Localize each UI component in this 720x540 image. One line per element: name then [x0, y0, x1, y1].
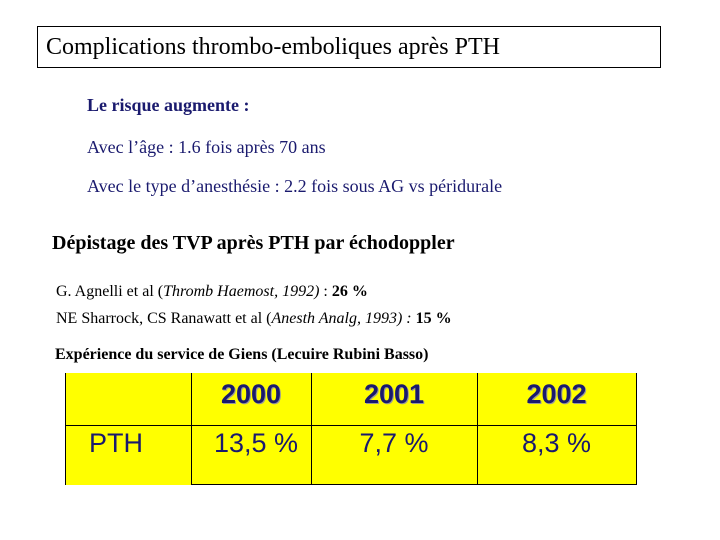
- table-cell-2002: 8,3 %: [521, 428, 592, 458]
- risk-line-age: Avec l’âge : 1.6 fois après 70 ans: [87, 137, 326, 157]
- table-header-2002: 2002: [526, 379, 587, 409]
- reference-separator: :: [319, 283, 332, 300]
- table-cell-2000: 13,5 %: [213, 428, 299, 458]
- table-header-2001: 2001: [363, 379, 425, 409]
- reference-author: NE Sharrock, CS Ranawatt et al (: [56, 310, 272, 327]
- risk-line-anesthesia: Avec le type d’anesthésie : 2.2 fois sous AG vs péridurale: [87, 176, 503, 196]
- reference-author: G. Agnelli et al (: [56, 283, 164, 300]
- table-row-divider: [65, 425, 637, 426]
- screening-heading: Dépistage des TVP après PTH par échodoppler: [52, 232, 455, 254]
- reference-journal: Thromb Haemost, 1992): [163, 283, 320, 300]
- reference-agnelli: [56, 283, 368, 301]
- risk-heading: Le risque augmente :: [87, 95, 250, 115]
- results-table: [65, 373, 637, 485]
- table-header-2000: 2000: [220, 379, 282, 409]
- experience-heading: Expérience du service de Giens (Lecuire Rubini Basso): [55, 346, 429, 363]
- table-cell-2001: 7,7 %: [359, 428, 429, 458]
- table-border-left: [65, 373, 66, 485]
- reference-percent: 26 %: [331, 283, 368, 300]
- table-border-right: [636, 373, 637, 485]
- slide-title-box: [37, 26, 661, 68]
- reference-sharrock: [56, 310, 452, 328]
- reference-journal: Anesth Analg, 1993) :: [271, 310, 412, 327]
- table-row-divider: [191, 484, 637, 485]
- slide-title: Complications thrombo-emboliques après PTH: [46, 34, 500, 60]
- table-row-label: PTH: [89, 428, 143, 458]
- reference-percent: 15 %: [415, 310, 452, 327]
